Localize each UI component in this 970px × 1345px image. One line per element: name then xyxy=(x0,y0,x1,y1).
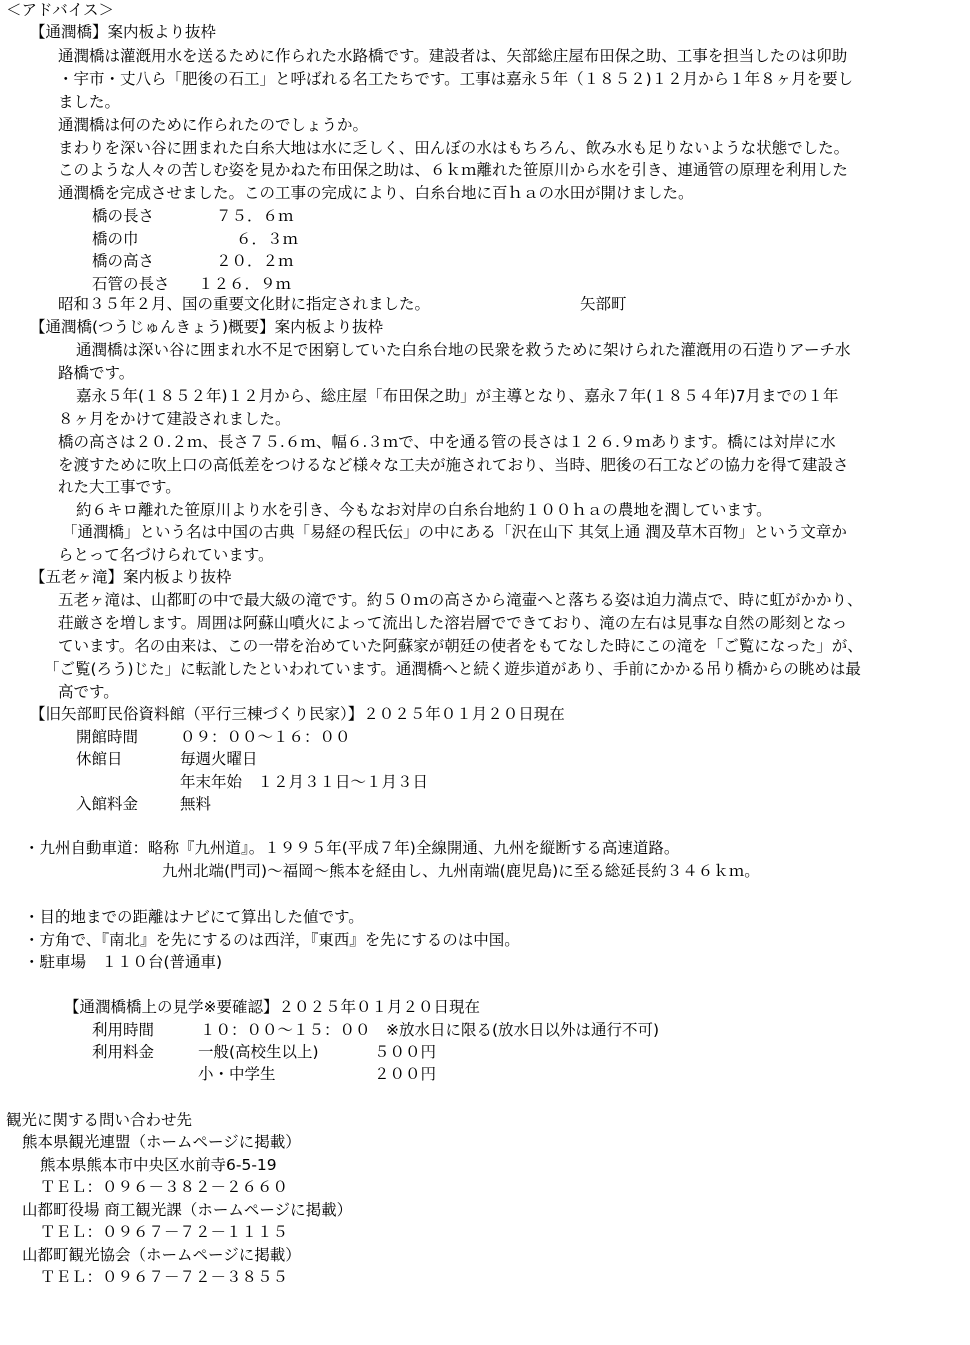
museum-closed: 年末年始 １２月３１日～１月３日 xyxy=(180,773,429,791)
contact-tel: ＴＥＬ：０９６７－７２－１１１５ xyxy=(40,1223,289,1241)
museum-hours-label: 開館時間 xyxy=(76,728,139,746)
museum-closed-label: 休館日 xyxy=(76,750,123,768)
spec-value: ６．３ｍ xyxy=(236,230,299,248)
spec-label: 橋の長さ xyxy=(92,207,155,225)
advice-heading: ＜アドバイス＞ xyxy=(6,1,115,19)
tsujun-notice-text: 通潤橋は灌漑用水を送るために作られた水路橋です。建設者は、矢部総庄屋布田保之助、工事を担当したのは卯助 xyxy=(58,47,848,65)
gorogataki-text: 荘厳さを増します。周囲は阿蘇山噴火によって流出した溶岩層でできており、滝の左右は見事な自然の彫刻となっ xyxy=(58,614,848,632)
designation-text: 昭和３５年２月、国の重要文化財に指定されました。 xyxy=(58,295,431,313)
bridge-tour-time: １０：００～１５：００ ※放水日に限る(放水日以外は通行不可) xyxy=(200,1021,660,1039)
contacts-title: 観光に関する問い合わせ先 xyxy=(6,1111,193,1129)
spec-label: 石管の長さ xyxy=(92,275,170,293)
overview-text: 通潤橋は深い谷に囲まれ水不足で困窮していた白糸台地の民衆を救うために架けられた灌漑用の石造りアーチ水 xyxy=(76,341,851,359)
contact-org: 山都町観光協会（ホームページに掲載） xyxy=(22,1246,301,1264)
note-item: ・駐車場 １１０台(普通車) xyxy=(24,953,223,971)
contact-address: 熊本県熊本市中央区水前寺6-5-19 xyxy=(40,1156,277,1174)
contact-org: 山都町役場 商工観光課（ホームページに掲載） xyxy=(22,1201,353,1219)
note-item: ・目的地までの距離はナビにて算出した値です。 xyxy=(24,908,364,926)
spec-value: １２６．９ｍ xyxy=(198,275,292,293)
tsujun-notice-text: このような人々の苦しむ姿を見かねた布田保之助は、６ｋｍ離れた笹原川から水を引き、連通管の原理を利用した xyxy=(58,161,848,179)
gorogataki-text: 高です。 xyxy=(58,683,119,701)
museum-fee: 無料 xyxy=(180,795,212,813)
tsujun-notice-question: 通潤橋は何のために作られたのでしょうか。 xyxy=(58,116,369,134)
gorogataki-text: 「ご覧(ろう)じた」に転訛したといわれています。通潤橋へと続く遊歩道があり、手前にかかる吊り橋からの眺めは最 xyxy=(44,660,861,678)
overview-text: 約６キロ離れた笹原川より水を引き、今もなお対岸の白糸台地約１００ｈａの農地を潤しています。 xyxy=(76,501,772,519)
gorogataki-title: 【五老ヶ滝】案内板より抜枠 xyxy=(30,568,232,586)
overview-text: れた大工事です。 xyxy=(58,478,181,496)
spec-label: 橋の巾 xyxy=(92,230,139,248)
bridge-tour-general: 一般(高校生以上) xyxy=(198,1043,319,1061)
bridge-tour-fee-label: 利用料金 xyxy=(92,1043,155,1061)
museum-closed: 毎週火曜日 xyxy=(180,750,258,768)
bridge-tour-time-label: 利用時間 xyxy=(92,1021,155,1039)
bridge-tour-student-fee: ２００円 xyxy=(374,1065,437,1083)
tsujun-notice-text: まわりを深い谷に囲まれた白糸大地は水に乏しく、田んぼの水はもちろん、飲み水も足りないような状態でした。 xyxy=(58,139,850,157)
spec-label: 橋の高さ xyxy=(92,252,155,270)
tsujun-notice-text: 通潤橋を完成させました。この工事の完成により、白糸台地に百ｈａの水田が開けました。 xyxy=(58,184,694,202)
overview-text: 路橋です。 xyxy=(58,364,135,382)
overview-text: 「通潤橋」という名は中国の古典「易経の程氏伝」の中にある「沢在山下 其気上通 潤及草木百物」という文章か xyxy=(62,523,847,541)
gorogataki-text: ています。名の由来は、この一帯を治めていた阿蘇家が朝廷の使者をもてなした時にこの滝を「ご覧になった」が、 xyxy=(58,637,863,655)
contact-org: 熊本県観光連盟（ホームページに掲載） xyxy=(22,1133,301,1151)
tsujun-overview-title: 【通潤橋(つうじゅんきょう)概要】案内板より抜枠 xyxy=(30,318,384,336)
museum-fee-label: 入館料金 xyxy=(76,795,139,813)
contact-tel: ＴＥＬ：０９６７－７２－３８５５ xyxy=(40,1268,289,1286)
designation-source: 矢部町 xyxy=(580,295,627,313)
tsujun-notice-title: 【通潤橋】案内板より抜枠 xyxy=(30,23,217,41)
bridge-tour-student: 小・中学生 xyxy=(198,1065,276,1083)
expressway-text: 九州北端(門司)～福岡～熊本を経由し、九州南端(鹿児島)に至る総延長約３４６ｋｍ。 xyxy=(162,862,760,880)
tsujun-notice-text: ・宇市・丈八ら「肥後の石工」と呼ばれる名工たちです。工事は嘉永５年（１８５２)１２月から１年８ヶ月を要し xyxy=(58,70,854,88)
spec-value: ７５．６ｍ xyxy=(216,207,294,225)
spec-value: ２０．２ｍ xyxy=(216,252,294,270)
contact-tel: ＴＥＬ：０９６－３８２－２６６０ xyxy=(40,1178,289,1196)
museum-title: 【旧矢部町民俗資料館（平行三棟づくり民家）】２０２５年０１月２０日現在 xyxy=(30,705,565,723)
overview-text: を渡すために吹上口の高低差をつけるなど様々な工夫が施されており、当時、肥後の石工などの協力を得て建設さ xyxy=(58,456,849,474)
bridge-tour-general-fee: ５００円 xyxy=(374,1043,437,1061)
gorogataki-text: 五老ヶ滝は、山都町の中で最大級の滝です。約５０ｍの高さから滝壷へと落ちる姿は迫力満点で、時に虹がかかり、 xyxy=(58,591,863,609)
overview-text: 橋の高さは２０.２ｍ、長さ７５.６ｍ、幅６.３ｍで、中を通る管の長さは１２６.９ｍあります。橋には対岸に水 xyxy=(58,433,836,451)
overview-text: らとって名づけられています。 xyxy=(58,546,274,564)
overview-text: 嘉永５年(１８５２年)１２月から、総庄屋「布田保之助」が主導となり、嘉永７年(１８５４年)7月までの１年 xyxy=(76,387,839,405)
bridge-tour-title: 【通潤橋橋上の見学※要確認】２０２５年０１月２０日現在 xyxy=(64,998,480,1016)
museum-hours: ０９：００～１６：００ xyxy=(180,728,351,746)
overview-text: ８ヶ月をかけて建設されました。 xyxy=(58,410,291,428)
tsujun-notice-text: ました。 xyxy=(58,93,121,111)
expressway-text: ・九州自動車道：略称『九州道』。１９９５年(平成７年)全線開通、九州を縦断する高速道路。 xyxy=(24,839,680,857)
note-item: ・方角で、『南北』を先にするのは西洋，『東西』を先にするのは中国。 xyxy=(24,931,520,949)
